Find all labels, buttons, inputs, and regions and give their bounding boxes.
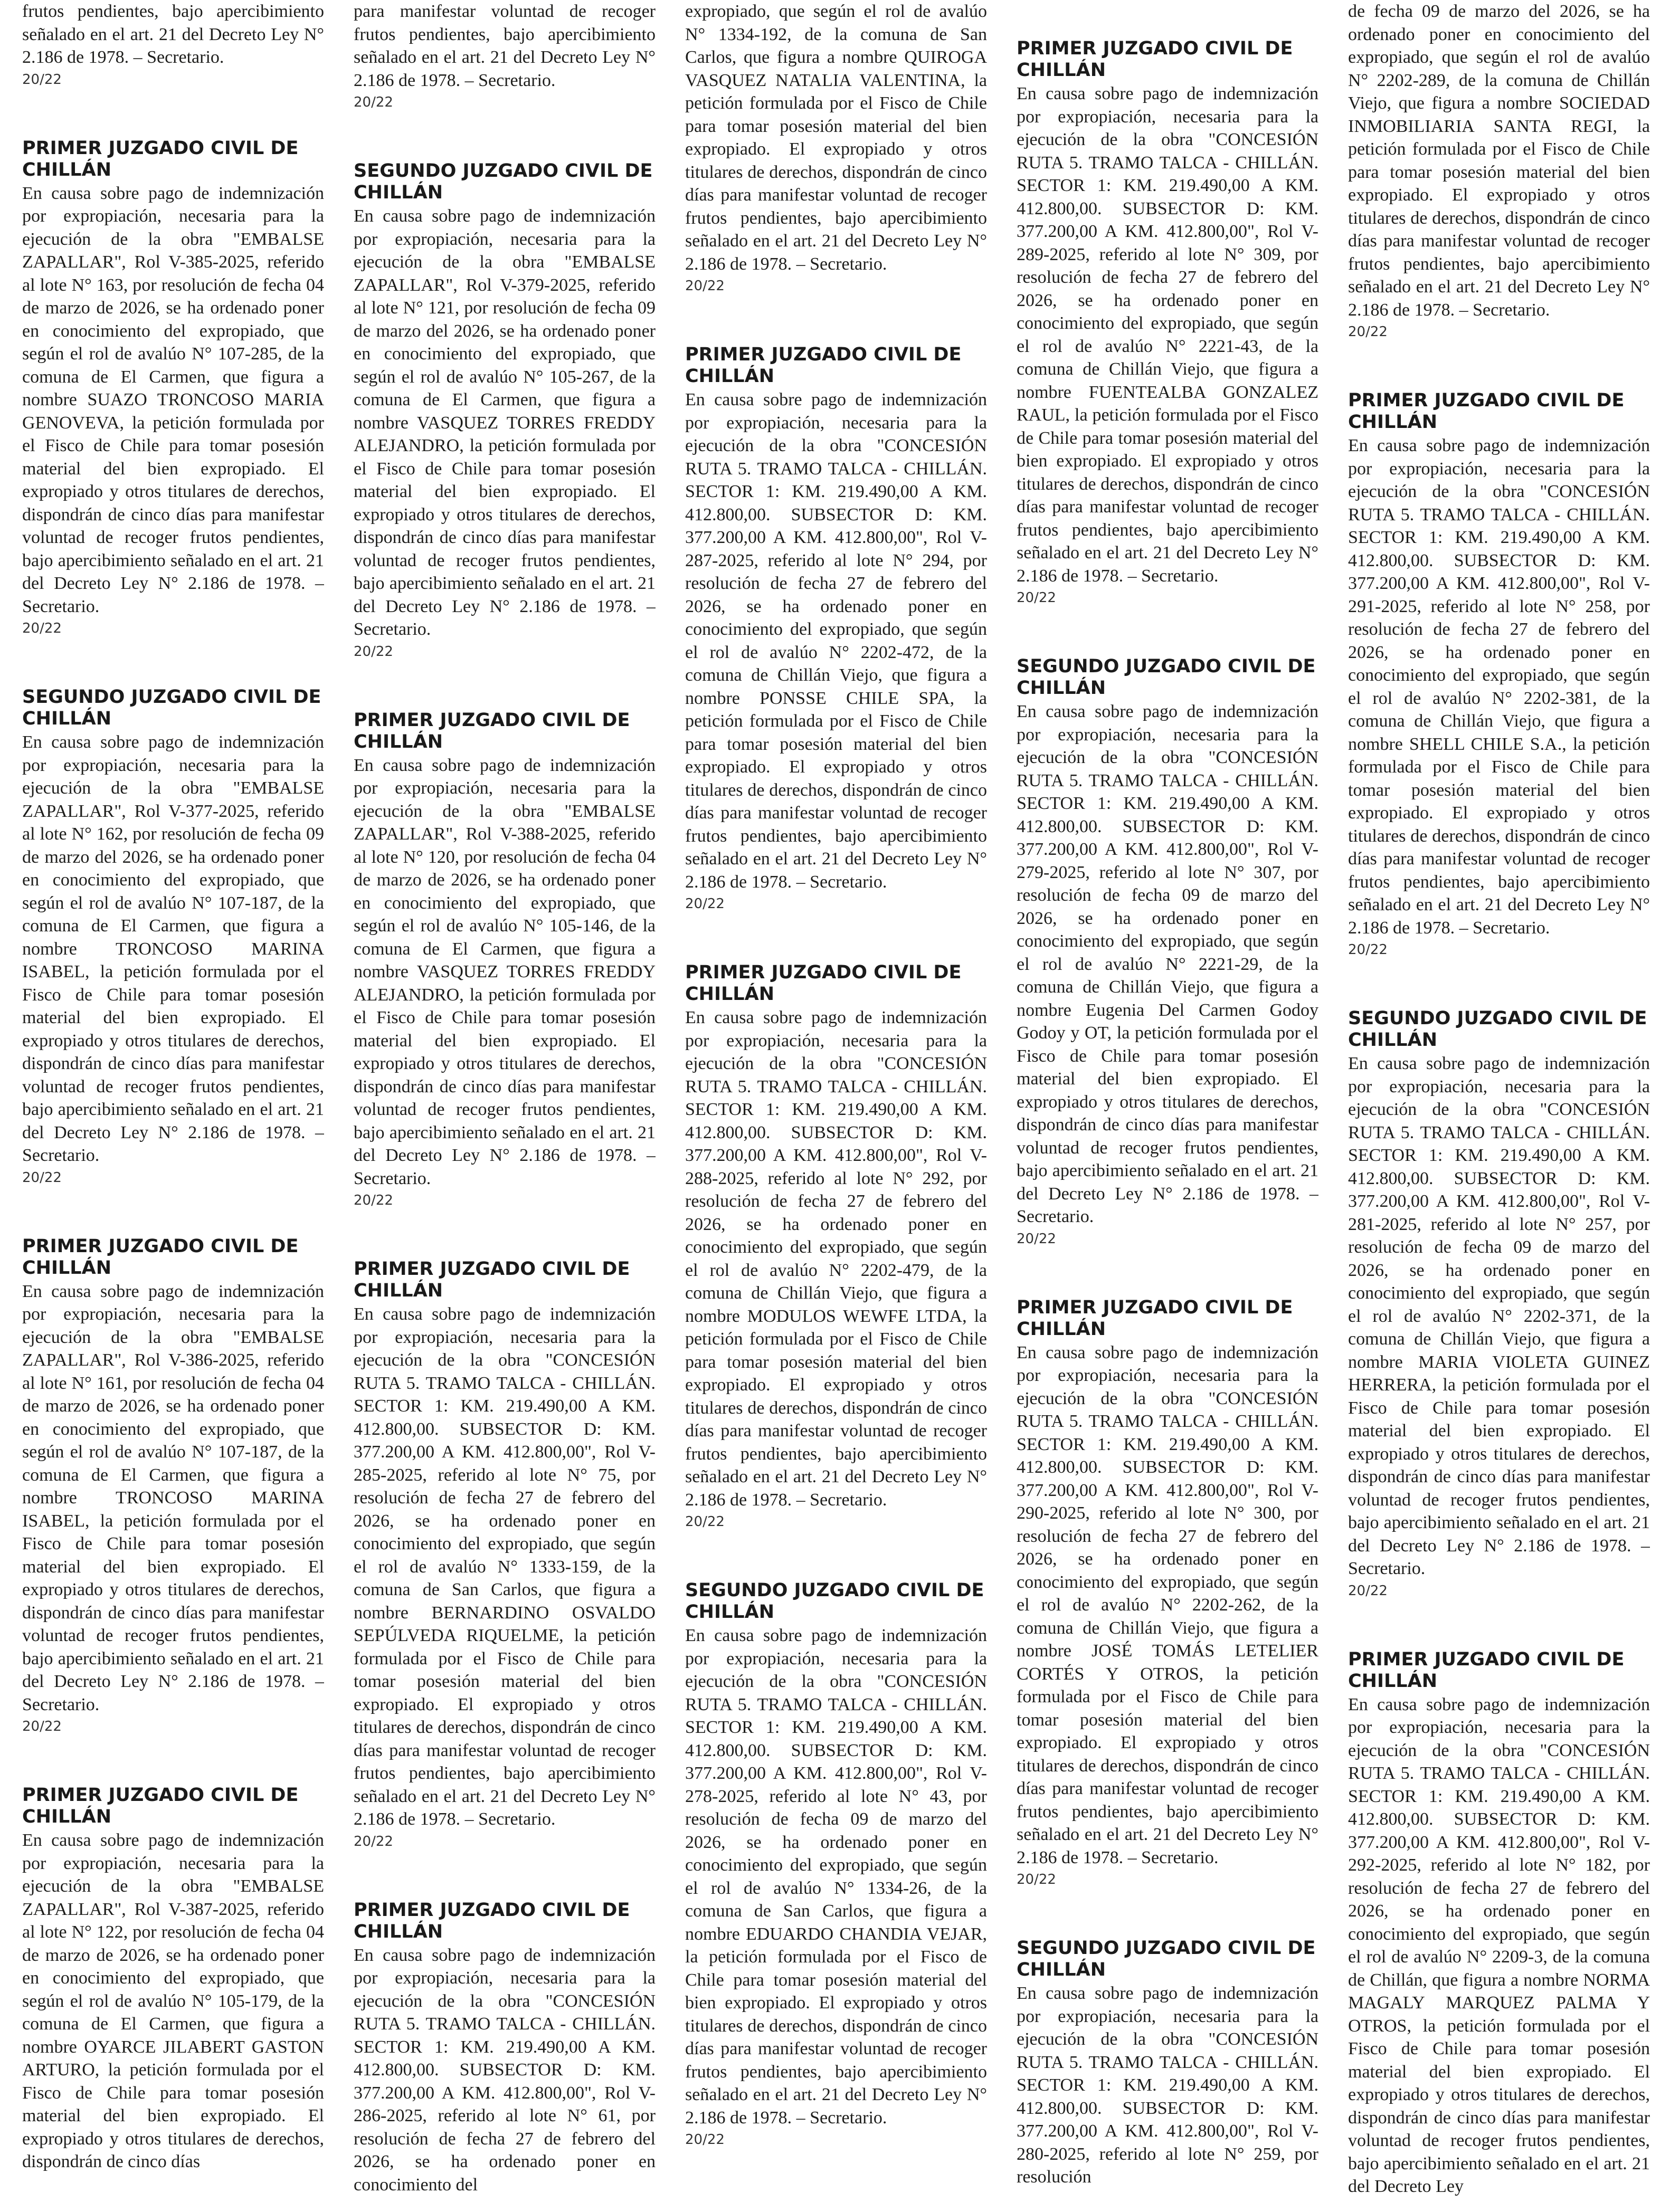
notice-code: 20/22 bbox=[685, 1514, 725, 1530]
notice-body: En causa sobre pago de indemnización por expropiación, necesaria para la ejecución de la obra "CONCESIÓN RUTA 5. TRAMO TALCA - CHILLÁN. SECTOR 1: KM. 219.490,00 A KM. 412.800,00. SUBSECTOR D: KM. 377.200,00 A KM. 412.800,00", Rol V-280-2025, referido al lote N° 259, por resolución bbox=[1017, 1984, 1318, 2187]
column-2 bbox=[354, 0, 656, 2212]
notice-code: 20/22 bbox=[22, 621, 62, 636]
notice-code: 20/22 bbox=[1017, 1872, 1056, 1887]
notice bbox=[1348, 1008, 1650, 1600]
notice-title: PRIMER JUZGADO CIVIL DE CHILLÁN bbox=[354, 709, 630, 752]
notice bbox=[22, 1785, 324, 2173]
notice-code: 20/22 bbox=[1348, 1582, 1388, 1599]
notice-body: En causa sobre pago de indemnización por expropiación, necesaria para la ejecución de la obra "CONCESIÓN RUTA 5. TRAMO TALCA - CHILLÁN. SECTOR 1: KM. 219.490,00 A KM. 412.800,00. SUBSECTOR D: KM. 377.200,00 A KM. 412.800,00", Rol V-288-2025, referido al lote N° 292, por resolución de fecha 27 de febrero del 2026, se ha ordenado poner en conocimiento del expropiado, que según el rol de avalúo N° 2202-479, de la comuna de Chillán Viejo, que figura a nombre MODULOS WEWFE LTDA, la petición formulada por el Fisco de Chile para tomar posesión material del bien expropiado. El expropiado y otros titulares de derechos, dispondrán de cinco días para manifestar voluntad de recoger frutos pendientes, bajo apercibimiento señalado en el art. 21 del Decreto Ley N° 2.186 de 1978. – Secretario. bbox=[685, 1008, 987, 1510]
notice bbox=[1348, 390, 1650, 959]
notice-title: SEGUNDO JUZGADO CIVIL DE CHILLÁN bbox=[1017, 656, 1316, 699]
notice-body: para manifestar voluntad de recoger frutos pendientes, bajo apercibimiento señalado en el art. 21 del Decreto Ley N° 2.186 de 1978. – Secretario. bbox=[354, 2, 656, 90]
notice-title: PRIMER JUZGADO CIVIL DE CHILLÁN bbox=[354, 1258, 630, 1301]
notice-continuation bbox=[22, 0, 324, 89]
notice bbox=[22, 687, 324, 1187]
notice-title: SEGUNDO JUZGADO CIVIL DE CHILLÁN bbox=[685, 1580, 984, 1623]
notice bbox=[354, 710, 656, 1210]
column-4 bbox=[1017, 0, 1318, 2212]
notice-code: 20/22 bbox=[1348, 942, 1388, 958]
notice-title: PRIMER JUZGADO CIVIL DE CHILLÁN bbox=[354, 1899, 630, 1942]
notice bbox=[354, 160, 656, 661]
notice-body: En causa sobre pago de indemnización por expropiación, necesaria para la ejecución de la obra "EMBALSE ZAPALLAR", Rol V-388-2025, referido al lote N° 120, por resolución de fecha 04 de marzo de 2026, se ha ordenado poner en conocimiento del expropiado, que según el rol de avalúo N° 105-146, de la comuna de El Carmen, que figura a nombre VASQUEZ TORRES FREDDY ALEJANDRO, la petición formulada por el Fisco de Chile para tomar posesión material del bien expropiado. El expropiado y otros titulares de derechos, dispondrán de cinco días para manifestar voluntad de recoger frutos pendientes, bajo apercibimiento señalado en el art. 21 del Decreto Ley N° 2.186 de 1978. – Secretario. bbox=[354, 755, 656, 1188]
notice-title: PRIMER JUZGADO CIVIL DE CHILLÁN bbox=[22, 1785, 299, 1827]
notice-body: En causa sobre pago de indemnización por expropiación, necesaria para la ejecución de la obra "CONCESIÓN RUTA 5. TRAMO TALCA - CHILLÁN. SECTOR 1: KM. 219.490,00 A KM. 412.800,00. SUBSECTOR D: KM. 377.200,00 A KM. 412.800,00", Rol V-292-2025, referido al lote N° 182, por resolución de fecha 27 de febrero del 2026, se ha ordenado poner en conocimiento del expropiado, que según el rol de avalúo N° 2209-3, de la comuna de Chillán, que figura a nombre NORMA MAGALY MARQUEZ PALMA Y OTROS, la petición formulada por el Fisco de Chile para tomar posesión material del bien expropiado. El expropiado y otros titulares de derechos, dispondrán de cinco días para manifestar voluntad de recoger frutos pendientes, bajo apercibimiento señalado en el art. 21 del Decreto Ley bbox=[1348, 1694, 1650, 2196]
notice bbox=[1017, 656, 1318, 1248]
column-1 bbox=[22, 0, 324, 2212]
notice-code: 20/22 bbox=[1348, 324, 1388, 340]
notice bbox=[1017, 1297, 1318, 1890]
notice-code: 20/22 bbox=[22, 1169, 62, 1186]
notice-code: 20/22 bbox=[22, 1719, 62, 1734]
notice-title: SEGUNDO JUZGADO CIVIL DE CHILLÁN bbox=[354, 160, 653, 203]
notice bbox=[354, 1900, 656, 2197]
notice-title: SEGUNDO JUZGADO CIVIL DE CHILLÁN bbox=[22, 687, 321, 729]
notice-continuation bbox=[1348, 0, 1650, 341]
notice bbox=[1017, 0, 1318, 607]
notice-title: PRIMER JUZGADO CIVIL DE CHILLÁN bbox=[22, 137, 299, 180]
notice-code: 20/22 bbox=[354, 1193, 393, 1208]
notice-continuation bbox=[354, 0, 656, 112]
notice bbox=[1017, 1938, 1318, 2189]
notice-code: 20/22 bbox=[354, 643, 393, 660]
notice bbox=[1348, 1649, 1650, 2198]
notice-title: PRIMER JUZGADO CIVIL DE CHILLÁN bbox=[1348, 390, 1625, 433]
notice-code: 20/22 bbox=[1017, 590, 1056, 606]
notice bbox=[685, 344, 987, 913]
notice-title: PRIMER JUZGADO CIVIL DE CHILLÁN bbox=[22, 1235, 299, 1279]
notice-body: En causa sobre pago de indemnización por expropiación, necesaria para la ejecución de la obra "EMBALSE ZAPALLAR", Rol V-387-2025, referido al lote N° 122, por resolución de fecha 04 de marzo de 2026, se ha ordenado poner en conocimiento del expropiado, que según el rol de avalúo N° 105-179, de la comuna de El Carmen, que figura a nombre OYARCE JILABERT GASTON ARTURO, la petición formulada por el Fisco de Chile para tomar posesión material del bien expropiado. El expropiado y otros titulares de derechos, dispondrán de cinco días bbox=[22, 1830, 324, 2171]
notice-title: PRIMER JUZGADO CIVIL DE CHILLÁN bbox=[685, 344, 962, 387]
notice-code: 20/22 bbox=[1017, 1231, 1056, 1247]
notice-body: En causa sobre pago de indemnización por expropiación, necesaria para la ejecución de la obra "CONCESIÓN RUTA 5. TRAMO TALCA - CHILLÁN. SECTOR 1: KM. 219.490,00 A KM. 412.800,00. SUBSECTOR D: KM. 377.200,00 A KM. 412.800,00", Rol V-285-2025, referido al lote N° 75, por resolución de fecha 27 de febrero del 2026, se ha ordenado poner en conocimiento del expropiado, que según el rol de avalúo N° 1333-159, de la comuna de San Carlos, que figura a nombre BERNARDINO OSVALDO SEPÚLVEDA RIQUELME, la petición formulada por el Fisco de Chile para tomar posesión material del bien expropiado. El expropiado y otros titulares de derechos, dispondrán de cinco días para manifestar voluntad de recoger frutos pendientes, bajo apercibimiento señalado en el art. 21 del Decreto Ley N° 2.186 de 1978. – Secretario. bbox=[354, 1304, 656, 1829]
notice-body: En causa sobre pago de indemnización por expropiación, necesaria para la ejecución de la obra "CONCESIÓN RUTA 5. TRAMO TALCA - CHILLÁN. SECTOR 1: KM. 219.490,00 A KM. 412.800,00. SUBSECTOR D: KM. 377.200,00 A KM. 412.800,00", Rol V-291-2025, referido al lote N° 258, por resolución de fecha 27 de febrero del 2026, se ha ordenado poner en conocimiento del expropiado, que según el rol de avalúo N° 2202-381, de la comuna de Chillán Viejo, que figura a nombre SHELL CHILE S.A., la petición formulada por el Fisco de Chile para tomar posesión material del bien expropiado. El expropiado y otros titulares de derechos, dispondrán de cinco días para manifestar voluntad de recoger frutos pendientes, bajo apercibimiento señalado en el art. 21 del Decreto Ley N° 2.186 de 1978. – Secretario. bbox=[1348, 436, 1650, 938]
notice-code: 20/22 bbox=[685, 2132, 725, 2148]
notice-body: En causa sobre pago de indemnización por expropiación, necesaria para la ejecución de la obra "EMBALSE ZAPALLAR", Rol V-377-2025, referido al lote N° 162, por resolución de fecha 09 de marzo del 2026, se ha ordenado poner en conocimiento del expropiado, que según el rol de avalúo N° 107-187, de la comuna de El Carmen, que figura a nombre TRONCOSO MARINA ISABEL, la petición formulada por el Fisco de Chile para tomar posesión material del bien expropiado. El expropiado y otros titulares de derechos, dispondrán de cinco días para manifestar voluntad de recoger frutos pendientes, bajo apercibimiento señalado en el art. 21 del Decreto Ley N° 2.186 de 1978. – Secretario. bbox=[22, 732, 324, 1165]
notice bbox=[685, 962, 987, 1531]
notice-code: 20/22 bbox=[685, 278, 725, 294]
notice-code: 20/22 bbox=[685, 896, 725, 912]
notice bbox=[354, 1258, 656, 1851]
notice-body: de fecha 09 de marzo del 2026, se ha ordenado poner en conocimiento del expropiado, que según el rol de avalúo N° 2202-289, de la comuna de Chillán Viejo, que figura a nombre SOCIEDAD INMOBILIARIA SANTA REGI, la petición formulada por el Fisco de Chile para tomar posesión material del bien expropiado. El expropiado y otros titulares de derechos, dispondrán de cinco días para manifestar voluntad de recoger frutos pendientes, bajo apercibimiento señalado en el art. 21 del Decreto Ley N° 2.186 de 1978. – Secretario. bbox=[1348, 2, 1650, 320]
notice-title: PRIMER JUZGADO CIVIL DE CHILLÁN bbox=[1017, 1296, 1293, 1340]
notice bbox=[685, 1580, 987, 2149]
notice-title: PRIMER JUZGADO CIVIL DE CHILLÁN bbox=[1348, 1648, 1625, 1692]
notice-title: SEGUNDO JUZGADO CIVIL DE CHILLÁN bbox=[1017, 1938, 1316, 1980]
notice-body: En causa sobre pago de indemnización por expropiación, necesaria para la ejecución de la obra "CONCESIÓN RUTA 5. TRAMO TALCA - CHILLÁN. SECTOR 1: KM. 219.490,00 A KM. 412.800,00. SUBSECTOR D: KM. 377.200,00 A KM. 412.800,00", Rol V-286-2025, referido al lote N° 61, por resolución de fecha 27 de febrero del 2026, se ha ordenado poner en conocimiento del bbox=[354, 1945, 656, 2195]
notice-body: frutos pendientes, bajo apercibimiento señalado en el art. 21 del Decreto Ley N° 2.186 de 1978. – Secretario. bbox=[22, 2, 324, 67]
notice-continuation bbox=[685, 0, 987, 295]
column-3 bbox=[685, 0, 987, 2212]
notice-code: 20/22 bbox=[354, 94, 393, 110]
notice bbox=[22, 1236, 324, 1737]
notice-body: En causa sobre pago de indemnización por expropiación, necesaria para la ejecución de la obra "EMBALSE ZAPALLAR", Rol V-385-2025, referido al lote N° 163, por resolución de fecha 04 de marzo de 2026, se ha ordenado poner en conocimiento del expropiado, que según el rol de avalúo N° 107-285, de la comuna de El Carmen, que figura a nombre SUAZO TRONCOSO MARIA GENOVEVA, la petición formulada por el Fisco de Chile para tomar posesión material del bien expropiado. El expropiado y otros titulares de derechos, dispondrán de cinco días para manifestar voluntad de recoger frutos pendientes, bajo apercibimiento señalado en el art. 21 del Decreto Ley N° 2.186 de 1978. – Secretario. bbox=[22, 183, 324, 616]
notice-code: 20/22 bbox=[22, 71, 62, 88]
notice-body: En causa sobre pago de indemnización por expropiación, necesaria para la ejecución de la obra "CONCESIÓN RUTA 5. TRAMO TALCA - CHILLÁN. SECTOR 1: KM. 219.490,00 A KM. 412.800,00. SUBSECTOR D: KM. 377.200,00 A KM. 412.800,00", Rol V-281-2025, referido al lote N° 257, por resolución de fecha 09 de marzo del 2026, se ha ordenado poner en conocimiento del expropiado, que según el rol de avalúo N° 2202-371, de la comuna de Chillán Viejo, que figura a nombre MARIA VIOLETA GUINEZ HERRERA, la petición formulada por el Fisco de Chile para tomar posesión material del bien expropiado. El expropiado y otros titulares de derechos, dispondrán de cinco días para manifestar voluntad de recoger frutos pendientes, bajo apercibimiento señalado en el art. 21 del Decreto Ley N° 2.186 de 1978. – Secretario. bbox=[1348, 1054, 1650, 1578]
notice-body: En causa sobre pago de indemnización por expropiación, necesaria para la ejecución de la obra "EMBALSE ZAPALLAR", Rol V-379-2025, referido al lote N° 121, por resolución de fecha 09 de marzo del 2026, se ha ordenado poner en conocimiento del expropiado, que según el rol de avalúo N° 105-267, de la comuna de El Carmen, que figura a nombre VASQUEZ TORRES FREDDY ALEJANDRO, la petición formulada por el Fisco de Chile para tomar posesión material del bien expropiado. El expropiado y otros titulares de derechos, dispondrán de cinco días para manifestar voluntad de recoger frutos pendientes, bajo apercibimiento señalado en el art. 21 del Decreto Ley N° 2.186 de 1978. – Secretario. bbox=[354, 206, 656, 639]
notice-body: expropiado, que según el rol de avalúo N° 1334-192, de la comuna de San Carlos, que figura a nombre QUIROGA VASQUEZ NATALIA VALENTINA, la petición formulada por el Fisco de Chile para tomar posesión material del bien expropiado. El expropiado y otros titulares de derechos, dispondrán de cinco días para manifestar voluntad de recoger frutos pendientes, bajo apercibimiento señalado en el art. 21 del Decreto Ley N° 2.186 de 1978. – Secretario. bbox=[685, 2, 987, 274]
notice-body: En causa sobre pago de indemnización por expropiación, necesaria para la ejecución de la obra "EMBALSE ZAPALLAR", Rol V-386-2025, referido al lote N° 161, por resolución de fecha 04 de marzo de 2026, se ha ordenado poner en conocimiento del expropiado, que según el rol de avalúo N° 107-187, de la comuna de El Carmen, que figura a nombre TRONCOSO MARINA ISABEL, la petición formulada por el Fisco de Chile para tomar posesión material del bien expropiado. El expropiado y otros titulares de derechos, dispondrán de cinco días para manifestar voluntad de recoger frutos pendientes, bajo apercibimiento señalado en el art. 21 del Decreto Ley N° 2.186 de 1978. – Secretario. bbox=[22, 1281, 324, 1714]
notice-body: En causa sobre pago de indemnización por expropiación, necesaria para la ejecución de la obra "CONCESIÓN RUTA 5. TRAMO TALCA - CHILLÁN. SECTOR 1: KM. 219.490,00 A KM. 412.800,00. SUBSECTOR D: KM. 377.200,00 A KM. 412.800,00", Rol V-290-2025, referido al lote N° 300, por resolución de fecha 27 de febrero del 2026, se ha ordenado poner en conocimiento del expropiado, que según el rol de avalúo N° 2202-262, de la comuna de Chillán Viejo, que figura a nombre JOSÉ TOMÁS LETELIER CORTÉS Y OTROS, la petición formulada por el Fisco de Chile para tomar posesión material del bien expropiado. El expropiado y otros titulares de derechos, dispondrán de cinco días para manifestar voluntad de recoger frutos pendientes, bajo apercibimiento señalado en el art. 21 del Decreto Ley N° 2.186 de 1978. – Secretario. bbox=[1017, 1342, 1318, 1867]
notice-code: 20/22 bbox=[354, 1833, 393, 1849]
notice-title: PRIMER JUZGADO CIVIL DE CHILLÁN bbox=[1017, 38, 1293, 81]
notice-title: SEGUNDO JUZGADO CIVIL DE CHILLÁN bbox=[1348, 1008, 1647, 1051]
column-5 bbox=[1348, 0, 1650, 2212]
notice-body: En causa sobre pago de indemnización por expropiación, necesaria para la ejecución de la obra "CONCESIÓN RUTA 5. TRAMO TALCA - CHILLÁN. SECTOR 1: KM. 219.490,00 A KM. 412.800,00. SUBSECTOR D: KM. 377.200,00 A KM. 412.800,00", Rol V-279-2025, referido al lote N° 307, por resolución de fecha 09 de marzo del 2026, se ha ordenado poner en conocimiento del expropiado, que según el rol de avalúo N° 2221-29, de la comuna de Chillán Viejo, que figura a nombre Eugenia Del Carmen Godoy Godoy y OT, la petición formulada por el Fisco de Chile para tomar posesión material del bien expropiado. El expropiado y otros titulares de derechos, dispondrán de cinco días para manifestar voluntad de recoger frutos pendientes, bajo apercibimiento señalado en el art. 21 del Decreto Ley N° 2.186 de 1978. – Secretario. bbox=[1017, 702, 1318, 1226]
notice-title: PRIMER JUZGADO CIVIL DE CHILLÁN bbox=[685, 962, 962, 1005]
notice-body: En causa sobre pago de indemnización por expropiación, necesaria para la ejecución de la obra "CONCESIÓN RUTA 5. TRAMO TALCA - CHILLÁN. SECTOR 1: KM. 219.490,00 A KM. 412.800,00. SUBSECTOR D: KM. 377.200,00 A KM. 412.800,00", Rol V-287-2025, referido al lote N° 294, por resolución de fecha 27 de febrero del 2026, se ha ordenado poner en conocimiento del expropiado, que según el rol de avalúo N° 2202-472, de la comuna de Chillán Viejo, que figura a nombre PONSSE CHILE SPA, la petición formulada por el Fisco de Chile para tomar posesión material del bien expropiado. El expropiado y otros titulares de derechos, dispondrán de cinco días para manifestar voluntad de recoger frutos pendientes, bajo apercibimiento señalado en el art. 21 del Decreto Ley N° 2.186 de 1978. – Secretario. bbox=[685, 390, 987, 892]
notice-body: En causa sobre pago de indemnización por expropiación, necesaria para la ejecución de la obra "CONCESIÓN RUTA 5. TRAMO TALCA - CHILLÁN. SECTOR 1: KM. 219.490,00 A KM. 412.800,00. SUBSECTOR D: KM. 377.200,00 A KM. 412.800,00", Rol V-289-2025, referido al lote N° 309, por resolución de fecha 27 de febrero del 2026, se ha ordenado poner en conocimiento del expropiado, que según el rol de avalúo N° 2221-43, de la comuna de Chillán Viejo, que figura a nombre FUENTEALBA GONZALEZ RAUL, la petición formulada por el Fisco de Chile para tomar posesión material del bien expropiado. El expropiado y otros titulares de derechos, dispondrán de cinco días para manifestar voluntad de recoger frutos pendientes, bajo apercibimiento señalado en el art. 21 del Decreto Ley N° 2.186 de 1978. – Secretario. bbox=[1017, 84, 1318, 586]
notice-body: En causa sobre pago de indemnización por expropiación, necesaria para la ejecución de la obra "CONCESIÓN RUTA 5. TRAMO TALCA - CHILLÁN. SECTOR 1: KM. 219.490,00 A KM. 412.800,00. SUBSECTOR D: KM. 377.200,00 A KM. 412.800,00", Rol V-278-2025, referido al lote N° 43, por resolución de fecha 09 de marzo del 2026, se ha ordenado poner en conocimiento del expropiado, que según el rol de avalúo N° 1334-26, de la comuna de San Carlos, que figura a nombre EDUARDO CHANDIA VEJAR, la petición formulada por el Fisco de Chile para tomar posesión material del bien expropiado. El expropiado y otros titulares de derechos, dispondrán de cinco días para manifestar voluntad de recoger frutos pendientes, bajo apercibimiento señalado en el art. 21 del Decreto Ley N° 2.186 de 1978. – Secretario. bbox=[685, 1626, 987, 2128]
notice bbox=[22, 138, 324, 638]
